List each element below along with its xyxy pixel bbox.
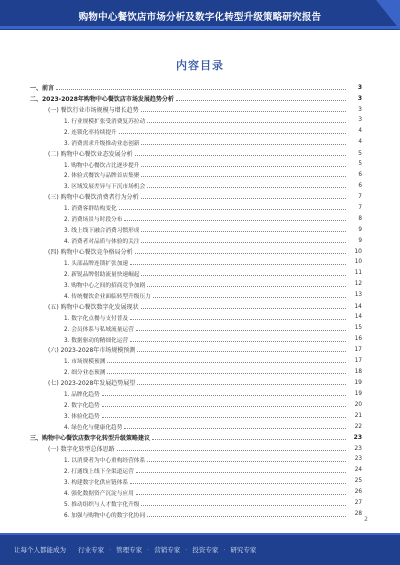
toc-entry[interactable] <box>30 366 362 377</box>
toc-leader-dots <box>102 395 346 396</box>
toc-entry[interactable] <box>30 93 362 104</box>
toc-entry-page: 4 <box>358 128 362 135</box>
toc-entry-label: (五) 购物中心餐饮数字化发展现状 <box>48 303 139 311</box>
toc-entry-label: 1. 数字化点餐与支付普及 <box>64 315 129 322</box>
toc-entry-label: 4. 传统餐饮企业面临转型升级压力 <box>64 293 151 300</box>
toc-entry-page: 19 <box>354 390 362 397</box>
footer-item: 行业专家 <box>78 546 105 554</box>
toc-entry[interactable] <box>30 388 362 399</box>
toc-entry-label: 4. 强化数据资产沉淀与应用 <box>64 490 134 497</box>
toc-entry[interactable] <box>30 421 362 432</box>
toc-entry-label: 6. 加强与购物中心的数字化协同 <box>64 512 146 519</box>
toc-entry-label: 1. 头部品牌连锁扩张加速 <box>64 260 129 267</box>
footer-item: 投资专家 <box>192 546 219 554</box>
toc-entry-page: 7 <box>358 204 362 211</box>
footer-accent-stripe <box>0 533 400 535</box>
footer-item: 营销专家 <box>154 546 181 554</box>
toc-entry-label: (六) 2023-2028年市场规模预测 <box>48 347 136 355</box>
toc-entry-label: 2. 数字化趋势 <box>64 403 100 410</box>
toc-entry-label: 2. 细分业态预测 <box>64 370 106 377</box>
toc-entry-label: 2. 消费场景与时段分布 <box>64 217 123 224</box>
toc-entry[interactable] <box>30 191 362 202</box>
toc-entry-label: 1. 购物中心餐饮占比逐步提升 <box>64 162 140 169</box>
toc-entry-page: 21 <box>354 412 362 419</box>
toc-entry[interactable] <box>30 290 362 301</box>
toc-leader-dots <box>119 209 346 210</box>
toc-entry-page: 19 <box>354 379 362 387</box>
toc-entry-label: 三、购物中心餐饮店数字化转型升级策略建议 <box>30 434 151 442</box>
toc-entry-label: 3. 线上线下融合消费习惯形成 <box>64 228 140 235</box>
toc-entry[interactable] <box>30 454 362 465</box>
toc-entry-label: 3. 体验化趋势 <box>64 414 100 421</box>
toc-entry[interactable] <box>30 345 362 356</box>
toc-entry-page: 23 <box>353 433 362 441</box>
toc-entry[interactable] <box>30 202 362 213</box>
toc-leader-dots <box>135 155 346 156</box>
toc-entry-label: 3. 构建数字化供应链体系 <box>64 479 129 486</box>
report-header <box>0 0 400 30</box>
toc-entry-label: 一、前言 <box>30 84 55 92</box>
toc-entry-label: 1. 以消费者为中心重构经营体系 <box>64 457 146 464</box>
toc-leader-dots <box>147 461 346 462</box>
toc-entry-label: 3. 消费需求升级推动业态创新 <box>64 140 140 147</box>
toc-leader-dots <box>141 198 346 199</box>
toc-entry-label: 2. 打通线上线下全渠道运营 <box>64 468 134 475</box>
toc-entry[interactable] <box>30 104 362 115</box>
toc-entry-label: 2. 新锐品牌借助流量快速崛起 <box>64 271 140 278</box>
toc-entry[interactable] <box>30 224 362 235</box>
toc-entry[interactable] <box>30 148 362 159</box>
toc-entry-page: 11 <box>354 270 362 277</box>
toc-entry-page: 3 <box>358 105 362 113</box>
report-footer <box>0 533 400 565</box>
toc-entry-page: 6 <box>358 182 362 189</box>
footer-item: 管理专家 <box>116 546 143 554</box>
toc-leader-dots <box>107 373 346 374</box>
toc-entry-page: 4 <box>358 139 362 146</box>
toc-entry[interactable] <box>30 279 362 290</box>
toc-leader-dots <box>137 351 346 352</box>
toc-entry-page: 8 <box>358 215 362 222</box>
toc-leader-dots <box>136 330 346 331</box>
toc-entry-page: 7 <box>358 193 362 201</box>
toc-entry-page: 6 <box>358 171 362 178</box>
toc-entry-page: 9 <box>358 226 362 233</box>
toc-entry[interactable] <box>30 301 362 312</box>
toc-leader-dots <box>147 187 346 188</box>
toc-heading: 内容目录 <box>176 59 224 72</box>
toc-entry-page: 10 <box>354 248 362 256</box>
toc-leader-dots <box>141 275 346 276</box>
toc-entry[interactable] <box>30 323 362 334</box>
toc-leader-dots <box>141 176 346 177</box>
toc-entry-label: 5. 推动组织与人才数字化升级 <box>64 501 140 508</box>
toc-leader-dots <box>176 100 346 101</box>
toc-entry-page: 3 <box>358 117 362 124</box>
footer-slogan <box>14 545 390 554</box>
toc-entry-label: 2. 连锁化率持续提升 <box>64 129 117 136</box>
toc-entry[interactable] <box>30 355 362 366</box>
toc-entry[interactable] <box>30 509 362 520</box>
toc-leader-dots <box>130 341 346 342</box>
toc-entry-page: 14 <box>354 302 362 310</box>
toc-entry-label: 1. 行业规模扩张受消费复苏拉动 <box>64 118 146 125</box>
toc-entry-page: 20 <box>354 401 362 408</box>
toc-entry-page: 13 <box>354 292 362 299</box>
toc-entry-label: 4. 绿色化与健康化趋势 <box>64 425 123 432</box>
toc-leader-dots <box>136 494 346 495</box>
toc-entry-label: (七) 2023-2028年发展趋势展望 <box>48 380 136 388</box>
toc-entry[interactable] <box>30 170 362 181</box>
toc-leader-dots <box>124 428 346 429</box>
toc-leader-dots <box>130 264 346 265</box>
toc-entry[interactable] <box>30 476 362 487</box>
toc-entry-page: 3 <box>357 94 362 102</box>
toc-entry[interactable] <box>30 235 362 246</box>
header-accent-bar <box>0 26 400 29</box>
toc-leader-dots <box>141 166 346 167</box>
toc-entry-label: (一) 数字化转型总体思路 <box>48 445 115 453</box>
report-title: 购物中心餐饮店市场分析及数字化转型升级策略研究报告 <box>78 12 322 23</box>
toc-entry[interactable] <box>30 498 362 509</box>
toc-entry-page: 9 <box>358 237 362 244</box>
toc-leader-dots <box>147 516 346 517</box>
toc-leader-dots <box>152 439 346 440</box>
footer-item: 让每个人都能成为 <box>14 546 66 554</box>
toc-entry-page: 23 <box>354 456 362 463</box>
toc-entry[interactable] <box>30 126 362 137</box>
toc-entry-page: 16 <box>354 336 362 343</box>
toc-entry[interactable] <box>30 246 362 257</box>
toc-leader-dots <box>147 286 346 287</box>
toc-entry-label: 2. 体验式餐饮与品牌首店集聚 <box>64 173 140 180</box>
toc-entry-label: 1. 消费客群结构变化 <box>64 206 117 213</box>
toc-entry-page: 17 <box>354 346 362 354</box>
toc-entry-label: (二) 购物中心餐饮业态发展分析 <box>48 150 133 158</box>
toc-leader-dots <box>147 122 346 123</box>
toc-entry-label: 4. 消费者对品质与体验的关注 <box>64 239 140 246</box>
toc-entry-page: 3 <box>357 83 362 91</box>
footer-separator: · <box>223 546 226 554</box>
toc-entry-page: 17 <box>354 357 362 364</box>
toc-entry-label: 1. 市场规模预测 <box>64 359 106 366</box>
toc-entry-label: 1. 品牌化趋势 <box>64 392 100 399</box>
toc-entry[interactable] <box>30 410 362 421</box>
toc-entry[interactable] <box>30 443 362 454</box>
toc-entry-page: 5 <box>358 149 362 157</box>
toc-entry[interactable] <box>30 399 362 410</box>
toc-leader-dots <box>141 308 346 309</box>
footer-item: 研究专家 <box>230 546 257 554</box>
toc-entry[interactable] <box>30 82 362 93</box>
toc-entry-page: 18 <box>354 368 362 375</box>
footer-separator: · <box>185 546 188 554</box>
toc-leader-dots <box>141 242 346 243</box>
toc-leader-dots <box>141 111 346 112</box>
toc-entry-page: 5 <box>358 161 362 168</box>
toc-entry-page: 25 <box>354 478 362 485</box>
footer-separator: · <box>147 546 150 554</box>
toc-entry-page: 23 <box>354 444 362 452</box>
toc-entry-page: 12 <box>354 281 362 288</box>
toc-entry-page: 27 <box>354 500 362 507</box>
toc-entry-page: 26 <box>354 489 362 496</box>
toc-leader-dots <box>102 406 346 407</box>
toc-leader-dots <box>102 417 346 418</box>
toc-leader-dots <box>119 133 346 134</box>
table-of-contents <box>30 82 362 520</box>
toc-leader-dots <box>117 450 346 451</box>
toc-entry[interactable] <box>30 432 362 443</box>
toc-entry[interactable] <box>30 180 362 191</box>
toc-leader-dots <box>107 362 346 363</box>
toc-entry-label: (四) 购物中心餐饮竞争格局分析 <box>48 249 133 257</box>
toc-entry-label: (三) 购物中心餐饮消费者行为分析 <box>48 194 139 202</box>
toc-leader-dots <box>130 483 346 484</box>
toc-leader-dots <box>141 231 346 232</box>
toc-leader-dots <box>124 220 346 221</box>
toc-entry[interactable] <box>30 377 362 388</box>
toc-entry[interactable] <box>30 137 362 148</box>
toc-entry-label: 2. 会员体系与私域流量运营 <box>64 326 134 333</box>
toc-entry-label: 3. 数据驱动的精细化运营 <box>64 337 129 344</box>
toc-entry-label: (一) 餐饮行业市场规模与增长趋势 <box>48 106 139 114</box>
page-number: 2 <box>364 516 368 523</box>
toc-entry-page: 28 <box>354 511 362 518</box>
toc-leader-dots <box>153 297 346 298</box>
toc-entry[interactable] <box>30 487 362 498</box>
toc-entry[interactable] <box>30 213 362 224</box>
toc-entry-label: 3. 购物中心之间的招商竞争加剧 <box>64 282 146 289</box>
toc-leader-dots <box>141 144 346 145</box>
toc-entry-page: 10 <box>354 259 362 266</box>
toc-entry[interactable] <box>30 334 362 345</box>
footer-separator: · <box>109 546 112 554</box>
toc-entry-page: 15 <box>354 325 362 332</box>
toc-entry[interactable] <box>30 257 362 268</box>
toc-entry[interactable] <box>30 159 362 170</box>
toc-leader-dots <box>56 89 346 90</box>
toc-entry[interactable] <box>30 115 362 126</box>
toc-entry[interactable] <box>30 465 362 476</box>
toc-entry-page: 24 <box>354 467 362 474</box>
toc-entry[interactable] <box>30 312 362 323</box>
toc-leader-dots <box>130 319 346 320</box>
toc-entry[interactable] <box>30 268 362 279</box>
toc-entry-page: 22 <box>354 423 362 430</box>
toc-leader-dots <box>136 472 346 473</box>
footer-separator <box>71 546 73 554</box>
toc-entry-page: 14 <box>354 314 362 321</box>
toc-leader-dots <box>141 505 346 506</box>
toc-leader-dots <box>135 253 346 254</box>
toc-entry-label: 3. 区域发展差异与下沉市场机会 <box>64 184 146 191</box>
toc-leader-dots <box>137 384 346 385</box>
toc-entry-label: 二、2023-2028年购物中心餐饮店市场发展趋势分析 <box>30 95 174 103</box>
